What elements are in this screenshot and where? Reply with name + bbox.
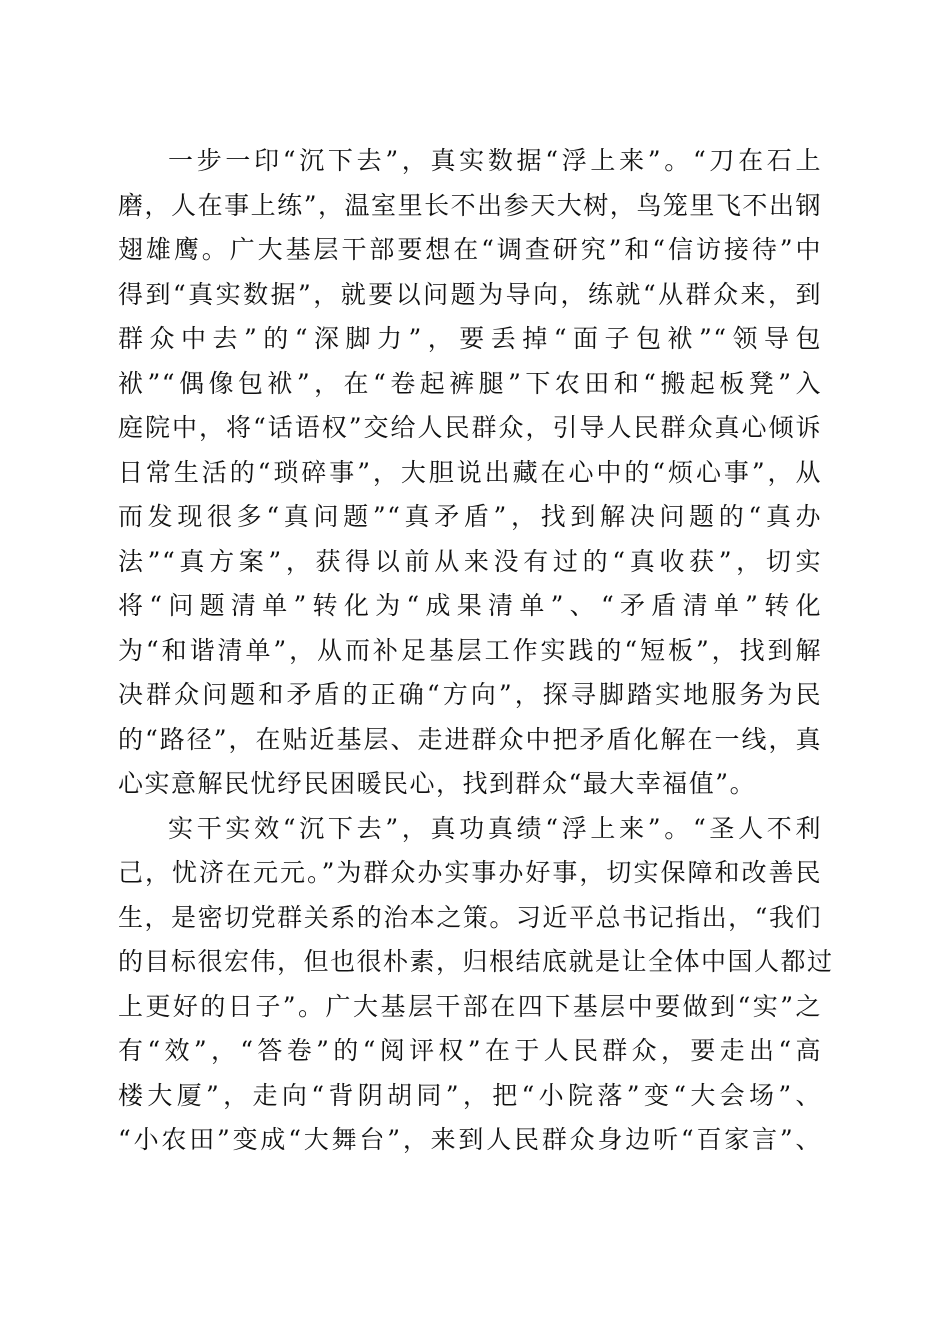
text-line: 的目标很宏伟，但也很朴素，归根结底就是让全体中国人都过: [118, 947, 834, 976]
text-line: 得到“真实数据”，就要以问题为导向，练就“从群众来，到: [118, 279, 822, 309]
text-line: 心实意解民忧纾民困暖民心，找到群众“最大幸福值”。: [118, 769, 757, 798]
text-line: 日常生活的“琐碎事”，大胆说出藏在心中的“烦心事”，从: [118, 457, 822, 487]
text-line: 决群众问题和矛盾的正确“方向”，探寻脚踏实地服务为民: [118, 680, 822, 709]
text-line: 磨，人在事上练”，温室里长不出参天大树，鸟笼里飞不出钢: [118, 190, 822, 220]
paragraph-2: [118, 807, 834, 1163]
text-line: 庭院中，将“话语权”交给人民群众，引导人民群众真心倾诉: [118, 413, 822, 442]
text-line: 翅雄鹰。广大基层干部要想在“调查研究”和“信访接待”中: [118, 235, 822, 264]
paragraph-1: [118, 139, 822, 807]
text-line: 袱”“偶像包袱”，在“卷起裤腿”下农田和“搬起板凳”入: [118, 368, 822, 398]
text-line: 楼大厦”，走向“背阴胡同”，把“小院落”变“大会场”、: [118, 1080, 822, 1110]
text-line: 一步一印“沉下去”，真实数据“浮上来”。“刀在石上: [168, 146, 822, 175]
text-line: 己，忧济在元元。”为群众办实事办好事，切实保障和改善民: [118, 858, 822, 887]
text-line: 上更好的日子”。广大基层干部在四下基层中要做到“实”之: [118, 991, 822, 1021]
text-line: 生，是密切党群关系的治本之策。习近平总书记指出，“我们: [118, 902, 822, 932]
document-body: [118, 139, 834, 1163]
text-line: “小农田”变成“大舞台”，来到人民群众身边听“百家言”、: [118, 1125, 822, 1154]
text-line: 法”“真方案”，获得以前从来没有过的“真收获”，切实: [118, 546, 822, 576]
text-line: 群众中去”的“深脚力”，要丢掉“面子包袱”“领导包: [118, 324, 822, 353]
text-line: 而发现很多“真问题”“真矛盾”，找到解决问题的“真办: [118, 502, 822, 531]
text-line: 的“路径”，在贴近基层、走进群众中把矛盾化解在一线，真: [118, 724, 822, 754]
text-line: 为“和谐清单”，从而补足基层工作实践的“短板”，找到解: [118, 635, 822, 665]
text-line: 将“问题清单”转化为“成果清单”、“矛盾清单”转化: [118, 591, 822, 620]
text-line: 实干实效“沉下去”，真功真绩“浮上来”。“圣人不利: [168, 813, 822, 843]
text-line: 有“效”，“答卷”的“阅评权”在于人民群众，要走出“高: [118, 1036, 822, 1065]
